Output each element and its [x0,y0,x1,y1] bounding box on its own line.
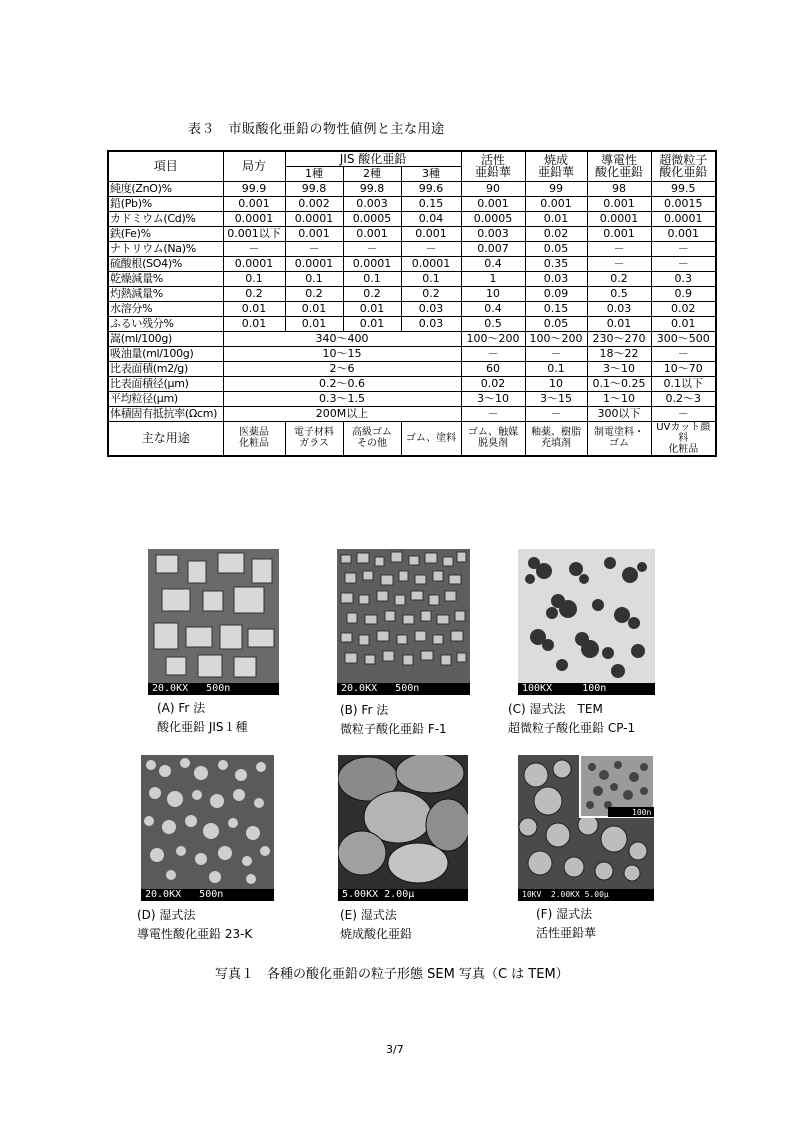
table-cell: 0.001 [401,226,461,241]
table-row [108,271,716,286]
table-cell: 0.01 [525,211,587,226]
table-cell: － [461,406,525,421]
scale-bar-d: 20.0KX 500n [141,889,274,901]
table-cell: 0.2 [343,286,401,301]
table-cell: 0.001 [651,226,716,241]
page-number: 3/7 [386,1043,404,1056]
header-ultrafine: 超微粒子 酸化亜鉛 [651,151,716,181]
row-label: 鉄(Fe)% [108,226,223,241]
table-cell: 0.9 [651,286,716,301]
table-row [108,196,716,211]
merged-cell: 340～400 [223,331,461,346]
table-row [108,256,716,271]
sem-photo-f [518,755,654,901]
table-cell: 0.05 [525,316,587,331]
table-cell: 90 [461,181,525,196]
table-cell: 0.2 [223,286,285,301]
merged-cell: 0.2～0.6 [223,376,461,391]
table-cell: 0.2 [285,286,343,301]
table-cell: 0.01 [651,316,716,331]
table-cell: 0.5 [587,286,651,301]
table-cell: 0.01 [343,316,401,331]
table-cell: － [651,346,716,361]
table-row [108,226,716,241]
table-cell: 99.6 [401,181,461,196]
row-label: 比表面積(m2/g) [108,361,223,376]
table-cell: 0.02 [525,226,587,241]
particle-image-a [148,549,279,683]
caption-c: (C) 湿式法 TEM 超微粒子酸化亜鉛 CP-1 [508,702,636,735]
caption-f: (F) 湿式法 活性亜鉛華 [536,907,597,940]
table-cell: 99.9 [223,181,285,196]
header-item: 項目 [108,151,223,181]
table-cell: 99.8 [343,181,401,196]
table-cell: 98 [587,181,651,196]
header-pharma: 局方 [223,151,285,181]
table-cell: 0.05 [525,241,587,256]
table-cell: － [525,406,587,421]
table-cell: 10 [461,286,525,301]
use-cell: 釉薬、樹脂 充填剤 [525,421,587,456]
table-cell: 0.007 [461,241,525,256]
row-label: 硫酸根(SO4)% [108,256,223,271]
table-row [108,391,716,406]
header-jis: JIS 酸化亜鉛 [285,151,461,166]
table-row [108,376,716,391]
sem-photo-a [148,549,279,695]
table-row [108,181,716,196]
table-cell: 0.1 [223,271,285,286]
merged-cell: 2～6 [223,361,461,376]
table-row [108,301,716,316]
table-cell: 60 [461,361,525,376]
table-cell: 3～10 [587,361,651,376]
particle-image-f [518,755,654,889]
table-cell: 0.2 [587,271,651,286]
table-cell: 0.4 [461,301,525,316]
inset-scale: 100n [632,808,652,817]
use-cell: 電子材料 ガラス [285,421,343,456]
row-label: ふるい残分% [108,316,223,331]
row-label: ナトリウム(Na)% [108,241,223,256]
table-cell: 0.0001 [223,211,285,226]
table-cell: 10～70 [651,361,716,376]
table-cell: 0.0001 [343,256,401,271]
table-cell: － [587,241,651,256]
merged-cell: 0.3～1.5 [223,391,461,406]
table-cell: 0.04 [401,211,461,226]
header-jis-1: 1種 [285,166,343,181]
table-cell: 0.1 [343,271,401,286]
table-row [108,346,716,361]
scale-bar-b: 20.0KX 500n [337,683,470,695]
table-cell: 0.03 [525,271,587,286]
table-cell: 0.001 [343,226,401,241]
row-label: 純度(ZnO)% [108,181,223,196]
table-cell: 0.0001 [285,256,343,271]
table-cell: 0.35 [525,256,587,271]
table-cell: 0.15 [401,196,461,211]
table-cell: 10 [525,376,587,391]
table-cell: － [223,241,285,256]
table-cell: 0.001以下 [223,226,285,241]
table-cell: 3～15 [525,391,587,406]
table-cell: 0.2 [401,286,461,301]
table-cell: 99 [525,181,587,196]
header-active: 活性 亜鉛華 [461,151,525,181]
particle-image-c [518,549,655,683]
table-cell: 300～500 [651,331,716,346]
caption-e: (E) 湿式法 焼成酸化亜鉛 [340,908,413,941]
table-cell: 0.15 [525,301,587,316]
table-row [108,331,716,346]
table-cell: 0.1以下 [651,376,716,391]
table-cell: 3～10 [461,391,525,406]
properties-table [107,150,717,457]
table-cell: 99.8 [285,181,343,196]
row-label: 乾燥減量% [108,271,223,286]
table-cell: 0.02 [651,301,716,316]
table-cell: 0.1 [525,361,587,376]
table-cell: － [651,256,716,271]
table-cell: 0.01 [223,301,285,316]
figure-caption: 写真１ 各種の酸化亜鉛の粒子形態 SEM 写真（C は TEM） [215,967,569,982]
use-cell: UVカット顔料 化粧品 [651,421,716,456]
table-row [108,241,716,256]
scale-bar-e: 5.00KX 2.00μ [338,889,468,901]
table-cell: 0.001 [285,226,343,241]
table-cell: 0.1 [285,271,343,286]
table-cell: 0.001 [461,196,525,211]
row-label: 主な用途 [108,421,223,456]
table-cell: 0.02 [461,376,525,391]
table-cell: 0.002 [285,196,343,211]
table-cell: 0.0005 [461,211,525,226]
table-cell: 230～270 [587,331,651,346]
table-cell: 100～200 [461,331,525,346]
table-cell: 0.003 [461,226,525,241]
row-label: 平均粒径(μm) [108,391,223,406]
table-cell: 100～200 [525,331,587,346]
header-calcined: 焼成 亜鉛華 [525,151,587,181]
table-cell: － [401,241,461,256]
table-cell: 0.03 [587,301,651,316]
table-cell: 99.5 [651,181,716,196]
caption-a: (A) Fr 法 酸化亜鉛 JIS１種 [157,701,248,734]
use-cell: 高級ゴム その他 [343,421,401,456]
table-cell: － [651,241,716,256]
table-cell: 300以下 [587,406,651,421]
table-cell: 18～22 [587,346,651,361]
caption-d: (D) 湿式法 導電性酸化亜鉛 23-K [137,908,253,941]
table-row-uses [108,421,716,456]
table-cell: 0.0001 [401,256,461,271]
sem-photo-d [141,755,274,901]
table-cell: 0.01 [285,316,343,331]
use-cell: 医薬品 化粧品 [223,421,285,456]
table-cell: － [461,346,525,361]
row-label: 体積固有抵抗率(Ωcm) [108,406,223,421]
table-cell: 0.001 [587,196,651,211]
table-cell: 0.001 [587,226,651,241]
table-cell: － [285,241,343,256]
table-cell: 0.01 [587,316,651,331]
row-label: カドミウム(Cd)% [108,211,223,226]
caption-b: (B) Fr 法 微粒子酸化亜鉛 F-1 [340,703,447,736]
particle-image-e [338,755,468,889]
row-label: 鉛(Pb)% [108,196,223,211]
table-cell: 0.01 [223,316,285,331]
scale-bar-c: 100KX 100n [518,683,655,695]
sem-photo-e [338,755,468,901]
table-cell: － [343,241,401,256]
table-cell: 0.1 [401,271,461,286]
row-label: 嵩(ml/100g) [108,331,223,346]
scale-bar-a: 20.0KX 500n [148,683,279,695]
table-row [108,361,716,376]
table-cell: 0.0015 [651,196,716,211]
table-row [108,211,716,226]
use-cell: ゴム、塗料 [401,421,461,456]
table-cell: － [651,406,716,421]
header-jis-2: 2種 [343,166,401,181]
row-label: 吸油量(ml/100g) [108,346,223,361]
table-cell: 0.1～0.25 [587,376,651,391]
table-title: 表３ 市販酸化亜鉛の物性値例と主な用途 [188,122,445,137]
merged-cell: 10～15 [223,346,461,361]
use-cell: 制電塗料・ ゴム [587,421,651,456]
table-cell: 1 [461,271,525,286]
table-cell: － [587,256,651,271]
table-row [108,316,716,331]
table-cell: 0.001 [223,196,285,211]
table-cell: 0.0001 [651,211,716,226]
table-cell: － [525,346,587,361]
header-conductive: 導電性 酸化亜鉛 [587,151,651,181]
table-cell: 0.09 [525,286,587,301]
particle-image-d [141,755,274,889]
tem-photo-c [518,549,655,695]
use-cell: ゴム、触媒 脱臭剤 [461,421,525,456]
table-cell: 0.0001 [285,211,343,226]
table-row [108,406,716,421]
scale-bar-f: 10KV 2.00KX 5.00μ [518,889,654,901]
table-cell: 0.3 [651,271,716,286]
table-cell: 0.0001 [587,211,651,226]
table-cell: 0.001 [525,196,587,211]
row-label: 比表面積径(μm) [108,376,223,391]
table-cell: 1～10 [587,391,651,406]
row-label: 水溶分% [108,301,223,316]
merged-cell: 200M以上 [223,406,461,421]
table-cell: 0.2～3 [651,391,716,406]
sem-photo-b [337,549,470,695]
table-cell: 0.03 [401,301,461,316]
header-jis-3: 3種 [401,166,461,181]
table-row [108,286,716,301]
table-cell: 0.003 [343,196,401,211]
row-label: 灼熱減量% [108,286,223,301]
table-cell: 0.5 [461,316,525,331]
table-cell: 0.0001 [223,256,285,271]
table-cell: 0.03 [401,316,461,331]
table-cell: 0.0005 [343,211,401,226]
particle-image-b [337,549,470,683]
table-cell: 0.01 [343,301,401,316]
table-cell: 0.4 [461,256,525,271]
table-cell: 0.01 [285,301,343,316]
